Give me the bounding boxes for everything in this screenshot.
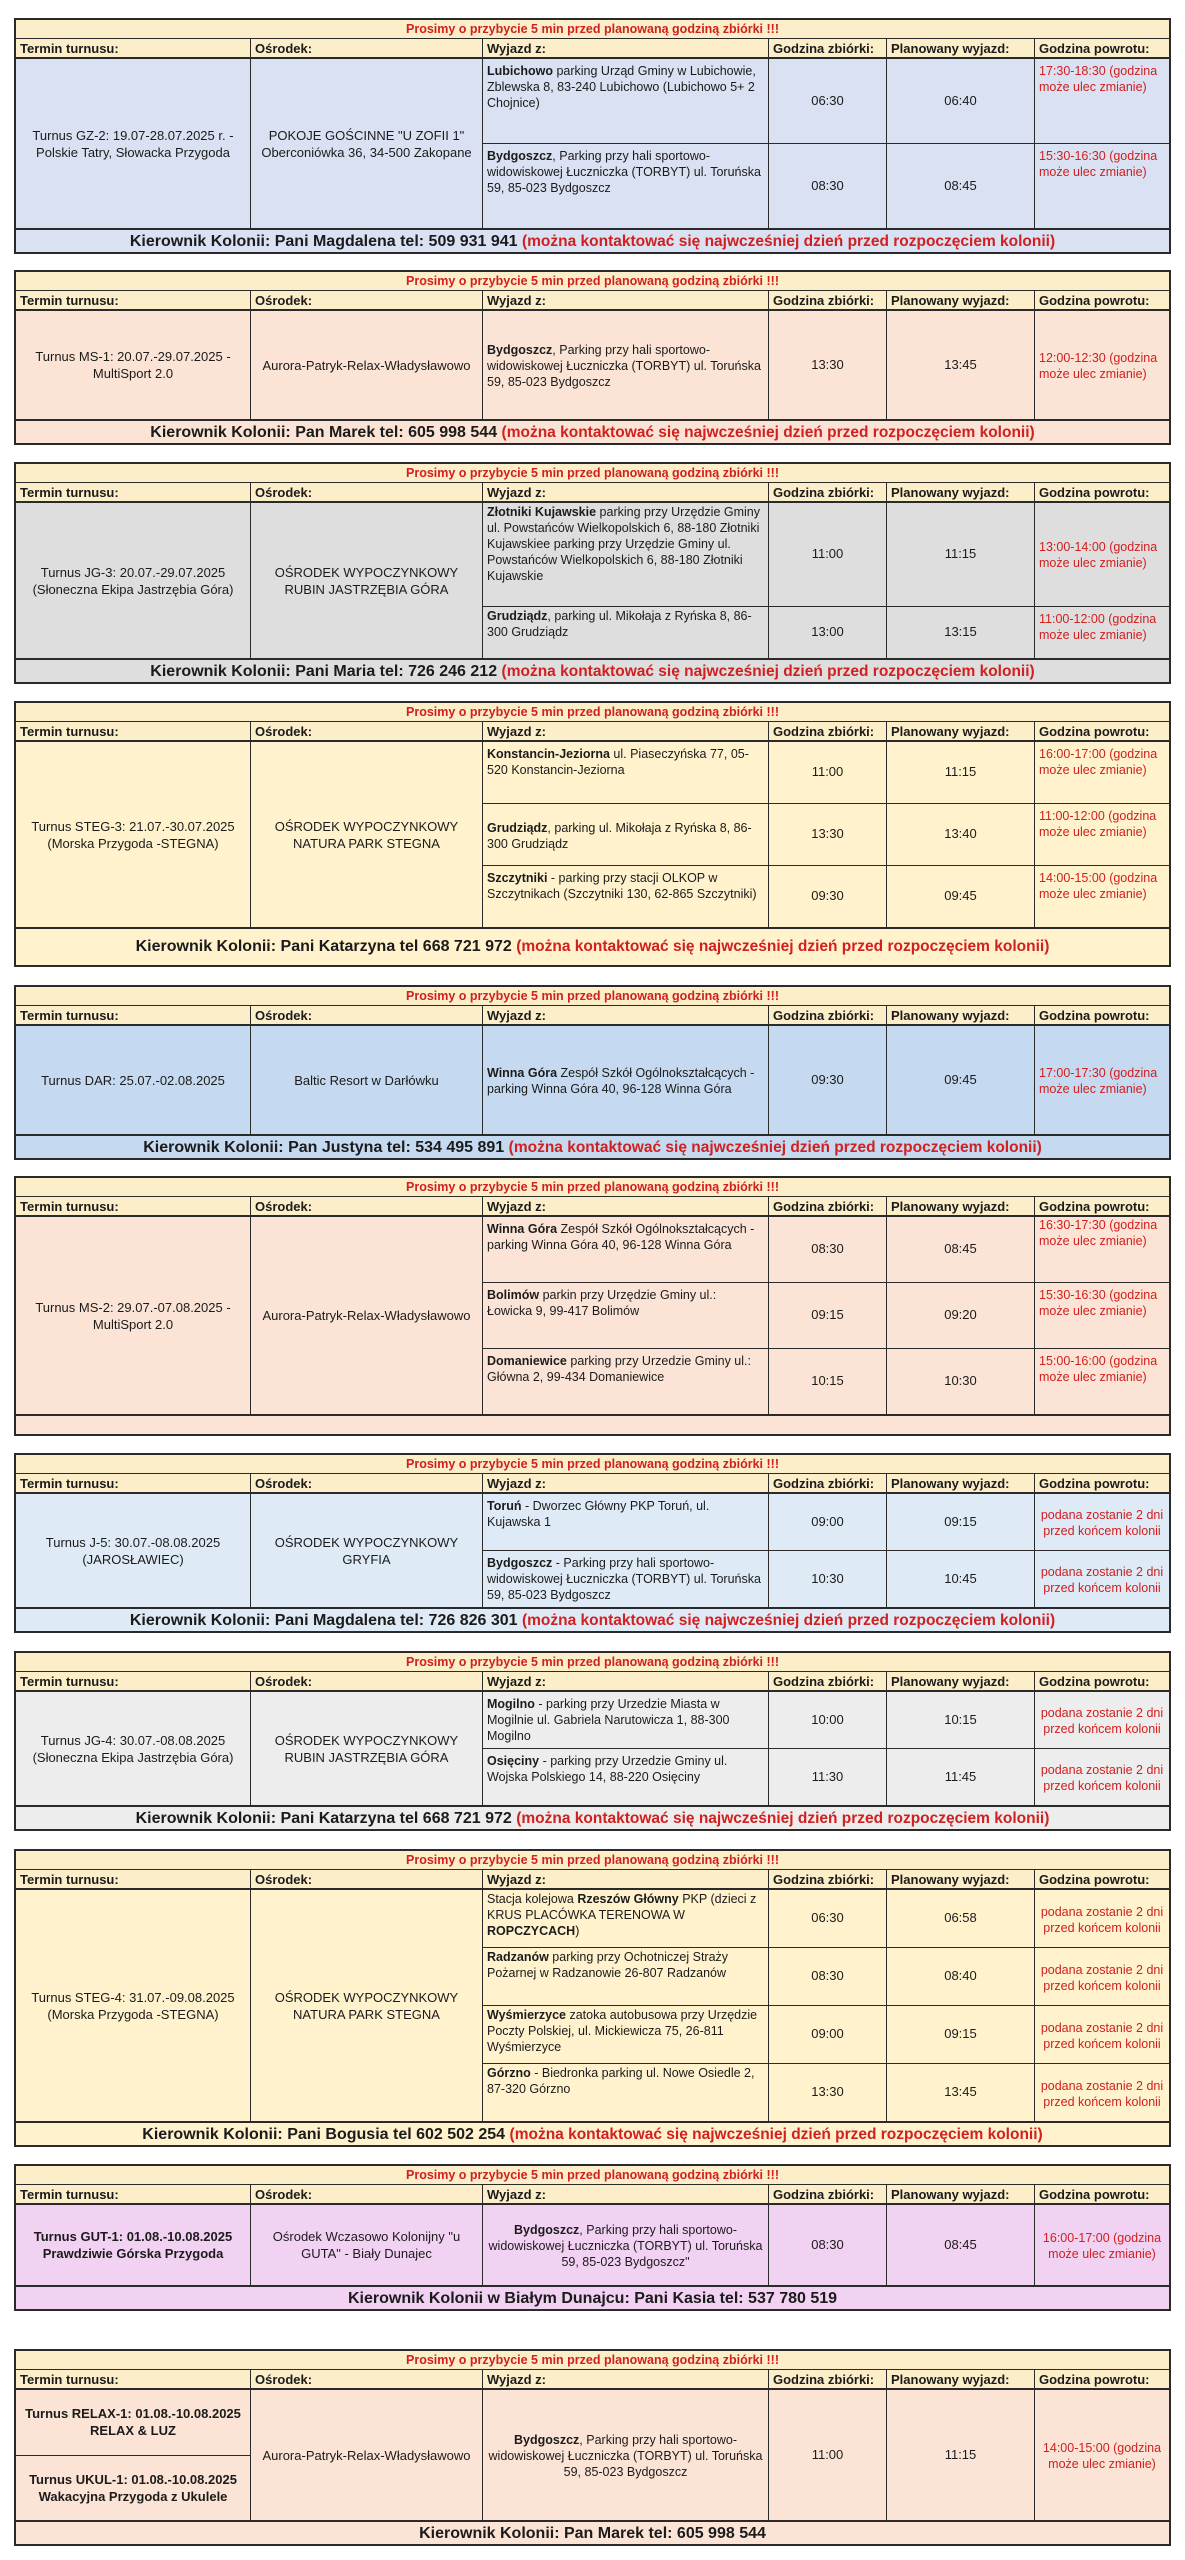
header-osrodek: Ośrodek: — [251, 722, 483, 740]
turnus-name: Turnus MS-1: 20.07.-29.07.2025 - MultiSport 2.0 — [16, 311, 251, 419]
table-header — [16, 483, 1169, 503]
header-termin: Termin turnusu: — [16, 291, 251, 309]
notice-banner: Prosimy o przybycie 5 min przed planowaną godziną zbiórki !!! — [16, 1653, 1169, 1672]
turnus-name: Turnus STEG-4: 31.07.-09.08.2025 (Morska Przygoda -STEGNA) — [16, 1890, 251, 2121]
departure-address: - parking przy stacji OLKOP w Szczytnikach (Szczytniki 130, 62-865 Szczytniki) — [487, 871, 757, 901]
turnus-block-gz2 — [14, 18, 1171, 254]
kierownik-footer — [16, 1805, 1169, 1829]
departure-time: 09:15 — [887, 2006, 1035, 2063]
table-header — [16, 1672, 1169, 1692]
header-termin: Termin turnusu: — [16, 39, 251, 57]
departure-row — [483, 59, 1169, 144]
header-powrot: Godzina powrotu: — [1039, 1008, 1150, 1023]
header-termin: Termin turnusu: — [16, 2185, 251, 2203]
osrodek-name: OŚRODEK WYPOCZYNKOWY NATURA PARK STEGNA — [251, 742, 483, 927]
departure-row — [483, 503, 1169, 607]
departure-address: parking przy Ochotniczej Straży Pożarnej w Radzanowie 26-807 Radzanów — [487, 1950, 729, 1980]
contact-note: (można kontaktować się najwcześniej dzień przed rozpoczęciem kolonii) — [521, 233, 1056, 250]
gathering-time: 10:15 — [769, 1349, 887, 1414]
header-wyjazd: Wyjazd z: — [483, 1197, 769, 1215]
header-osrodek: Ośrodek: — [251, 1870, 483, 1888]
osrodek-name: POKOJE GOŚCINNE "U ZOFII 1" Oberconiówka 36, 34-500 Zakopane — [251, 59, 483, 228]
contact-note: (można kontaktować się najwcześniej dzień przed rozpoczęciem kolonii) — [501, 663, 1035, 680]
departure-city: Bydgoszcz — [514, 2223, 580, 2237]
departure-row — [483, 1283, 1169, 1349]
header-wyjazd: Wyjazd z: — [483, 1870, 769, 1888]
departure-city: Osięciny — [487, 1754, 540, 1768]
departure-time: 10:30 — [887, 1349, 1035, 1414]
departure-address: - parking przy Urzedzie Gminy ul. Wojska Polskiego 14, 88-220 Osięciny — [487, 1754, 728, 1784]
header-zbiorka: Godzina zbiórki: — [769, 1870, 887, 1888]
return-time: 15:00-16:00 (godzina może ulec zmianie) — [1039, 1354, 1158, 1384]
turnus-block-j5 — [14, 1453, 1171, 1633]
turnus-name: Turnus GZ-2: 19.07-28.07.2025 r. - Polskie Tatry, Słowacka Przygoda — [16, 59, 251, 228]
departure-time: 13:45 — [887, 2064, 1035, 2121]
turnus-block-gut1 — [14, 2164, 1171, 2311]
header-powrot: Godzina powrotu: — [1039, 41, 1150, 56]
return-time: 15:30-16:30 (godzina może ulec zmianie) — [1039, 149, 1158, 179]
header-osrodek: Ośrodek: — [251, 1006, 483, 1024]
return-time: 12:00-12:30 (godzina może ulec zmianie) — [1039, 351, 1158, 381]
departure-city: Szczytniki — [487, 871, 548, 885]
departure-row — [483, 144, 1169, 228]
turnus-block-jg3 — [14, 462, 1171, 684]
departure-city: Domaniewice — [487, 1354, 567, 1368]
header-termin: Termin turnusu: — [16, 1474, 251, 1492]
departure-city: Konstancin-Jeziorna — [487, 747, 610, 761]
departure-row — [483, 866, 1169, 927]
return-time: podana zostanie 2 dni przed końcem kolonii — [1040, 1508, 1164, 1538]
turnus-block-ms2 — [14, 1176, 1171, 1436]
departure-time: 08:45 — [887, 144, 1035, 228]
kierownik-footer — [16, 1607, 1169, 1631]
gathering-time: 09:00 — [769, 2006, 887, 2063]
header-osrodek: Ośrodek: — [251, 483, 483, 501]
table-header — [16, 1006, 1169, 1026]
departure-time: 10:15 — [887, 1692, 1035, 1748]
header-planowany: Planowany wyjazd: — [887, 1197, 1035, 1215]
turnus-block-ms1 — [14, 270, 1171, 445]
contact-note: (można kontaktować się najwcześniej dzień przed rozpoczęciem kolonii) — [508, 1139, 1042, 1156]
header-planowany: Planowany wyjazd: — [887, 2185, 1035, 2203]
return-time: 16:00-17:00 (godzina może ulec zmianie) — [1042, 2231, 1162, 2261]
return-time: 15:30-16:30 (godzina może ulec zmianie) — [1039, 1288, 1158, 1318]
departure-time: 06:58 — [887, 1890, 1035, 1947]
return-time: podana zostanie 2 dni przed końcem kolonii — [1040, 1904, 1164, 1935]
departure-row — [483, 311, 1169, 419]
departure-city: Bydgoszcz — [487, 1556, 553, 1570]
header-osrodek: Ośrodek: — [251, 2370, 483, 2388]
departure-address: - Parking przy hali sportowo-widowiskowej Łuczniczka (TORBYT) ul. Toruńska 59, 85-023 Bydgoszcz — [487, 1556, 761, 1602]
header-zbiorka: Godzina zbiórki: — [769, 291, 887, 309]
return-time: 16:30-17:30 (godzina może ulec zmianie) — [1039, 1218, 1158, 1248]
notice-banner: Prosimy o przybycie 5 min przed planowaną godziną zbiórki !!! — [16, 1178, 1169, 1197]
table-header — [16, 2185, 1169, 2205]
departure-city: Górzno — [487, 2066, 531, 2080]
departure-time: 10:45 — [887, 1551, 1035, 1607]
departure-row — [483, 1749, 1169, 1805]
header-osrodek: Ośrodek: — [251, 2185, 483, 2203]
departure-time: 08:40 — [887, 1948, 1035, 2005]
kierownik-contact: Kierownik Kolonii: Pani Katarzyna tel 668 721 972 — [135, 1810, 512, 1827]
header-wyjazd: Wyjazd z: — [483, 291, 769, 309]
kierownik-footer — [16, 419, 1169, 443]
osrodek-name: OŚRODEK WYPOCZYNKOWY GRYFIA — [251, 1494, 483, 1607]
departure-row — [483, 1692, 1169, 1749]
header-termin: Termin turnusu: — [16, 483, 251, 501]
departure-row — [483, 2006, 1169, 2064]
gathering-time: 10:00 — [769, 1692, 887, 1748]
turnus-name: Turnus JG-3: 20.07.-29.07.2025 (Słoneczna Ekipa Jastrzębia Góra) — [16, 503, 251, 658]
gathering-time: 13:30 — [769, 2064, 887, 2121]
gathering-time: 11:00 — [769, 2390, 887, 2520]
notice-banner: Prosimy o przybycie 5 min przed planowaną godziną zbiórki !!! — [16, 987, 1169, 1006]
departure-address: , Parking przy hali sportowo-widowiskowej Łuczniczka (TORBYT) ul. Toruńska 59, 85-023 Bydgoszcz — [487, 149, 761, 195]
return-time: podana zostanie 2 dni przed końcem kolonii — [1040, 2020, 1164, 2051]
kierownik-contact: Kierownik Kolonii: Pan Marek tel: 605 998 544 — [150, 424, 498, 441]
departure-address: , Parking przy hali sportowo-widowiskowej Łuczniczka (TORBYT) ul. Toruńska 59, 85-023 Bydgoszcz" — [488, 2223, 763, 2269]
notice-banner: Prosimy o przybycie 5 min przed planowaną godziną zbiórki !!! — [16, 1455, 1169, 1474]
kierownik-footer — [16, 1414, 1169, 1434]
gathering-time: 09:30 — [769, 1026, 887, 1134]
header-zbiorka: Godzina zbiórki: — [769, 39, 887, 57]
osrodek-name: OŚRODEK WYPOCZYNKOWY RUBIN JASTRZĘBIA GÓRA — [251, 503, 483, 658]
departure-city: Bydgoszcz — [487, 343, 553, 357]
gathering-time: 13:30 — [769, 804, 887, 865]
departure-address: , Parking przy hali sportowo-widowiskowej Łuczniczka (TORBYT) ul. Toruńska 59, 85-023 Bydgoszcz — [488, 2433, 763, 2479]
osrodek-name: Aurora-Patryk-Relax-Władysławowo — [251, 1217, 483, 1414]
departure-row — [483, 1494, 1169, 1551]
turnus-name: Turnus J-5: 30.07.-08.08.2025 (JAROSŁAWIEC) — [16, 1494, 251, 1607]
departure-time: 11:45 — [887, 1749, 1035, 1805]
header-powrot: Godzina powrotu: — [1039, 485, 1150, 500]
kierownik-footer — [16, 658, 1169, 682]
departure-time: 09:45 — [887, 1026, 1035, 1134]
gathering-time: 13:30 — [769, 311, 887, 419]
header-zbiorka: Godzina zbiórki: — [769, 2370, 887, 2388]
kierownik-contact: Kierownik Kolonii: Pani Magdalena tel: 726 826 301 — [129, 1612, 518, 1629]
return-time: 14:00-15:00 (godzina może ulec zmianie) — [1039, 871, 1158, 901]
departure-time: 13:15 — [887, 607, 1035, 658]
osrodek-name: Aurora-Patryk-Relax-Władysławowo — [251, 2390, 483, 2520]
header-wyjazd: Wyjazd z: — [483, 722, 769, 740]
notice-banner: Prosimy o przybycie 5 min przed planowaną godziną zbiórki !!! — [16, 2351, 1169, 2370]
header-powrot: Godzina powrotu: — [1039, 2372, 1150, 2387]
departure-city: Mogilno — [487, 1697, 535, 1711]
gathering-time: 09:30 — [769, 866, 887, 927]
gathering-time: 08:30 — [769, 1217, 887, 1282]
gathering-time: 11:30 — [769, 1749, 887, 1805]
table-header — [16, 2370, 1169, 2390]
departure-address: , Parking przy hali sportowo-widowiskowej Łuczniczka (TORBYT) ul. Toruńska 59, 85-023 Bydgoszcz — [487, 343, 761, 389]
departure-time: 11:15 — [887, 503, 1035, 606]
gathering-time: 08:30 — [769, 1948, 887, 2005]
header-planowany: Planowany wyjazd: — [887, 1870, 1035, 1888]
header-powrot: Godzina powrotu: — [1039, 1199, 1150, 1214]
header-osrodek: Ośrodek: — [251, 1474, 483, 1492]
return-time: podana zostanie 2 dni przed końcem kolonii — [1040, 1962, 1164, 1993]
turnus-name: Turnus RELAX-1: 01.08.-10.08.2025 RELAX & LUZ — [16, 2390, 250, 2456]
turnus-name: Turnus GUT-1: 01.08.-10.08.2025 Prawdziwie Górska Przygoda — [16, 2205, 251, 2285]
departure-row — [483, 1551, 1169, 1607]
header-planowany: Planowany wyjazd: — [887, 722, 1035, 740]
departure-row — [483, 2205, 1169, 2285]
header-wyjazd: Wyjazd z: — [483, 483, 769, 501]
header-termin: Termin turnusu: — [16, 2370, 251, 2388]
header-zbiorka: Godzina zbiórki: — [769, 483, 887, 501]
header-powrot: Godzina powrotu: — [1039, 724, 1150, 739]
header-wyjazd: Wyjazd z: — [483, 1006, 769, 1024]
departure-city: Wyśmierzyce — [487, 2008, 566, 2022]
departure-address: zatoka autobusowa przy Urzędzie Poczty Polskiej, ul. Mickiewicza 75, 26-811 Wyśmierzyce — [487, 2008, 758, 2054]
header-zbiorka: Godzina zbiórki: — [769, 2185, 887, 2203]
departure-time: 09:20 — [887, 1283, 1035, 1348]
departure-time: 11:15 — [887, 742, 1035, 803]
departure-city: Winna Góra — [487, 1222, 558, 1236]
departure-row — [483, 1217, 1169, 1283]
kierownik-footer — [16, 2121, 1169, 2145]
departure-row — [483, 804, 1169, 866]
header-zbiorka: Godzina zbiórki: — [769, 1474, 887, 1492]
departure-address: - parking przy Urzedzie Miasta w Mogilnie ul. Gabriela Narutowicza 1, 88-300 Mogilno — [487, 1697, 730, 1743]
table-header — [16, 722, 1169, 742]
departure-city: Bydgoszcz — [487, 149, 553, 163]
header-powrot: Godzina powrotu: — [1039, 1872, 1150, 1887]
notice-banner: Prosimy o przybycie 5 min przed planowaną godziną zbiórki !!! — [16, 20, 1169, 39]
osrodek-name: Baltic Resort w Darłówku — [251, 1026, 483, 1134]
turnus-name: Turnus STEG-3: 21.07.-30.07.2025 (Morska Przygoda -STEGNA) — [16, 742, 251, 927]
contact-note: (można kontaktować się najwcześniej dzień przed rozpoczęciem kolonii) — [516, 1810, 1050, 1827]
departure-city: Grudziądz — [487, 608, 548, 623]
departure-row — [483, 2064, 1169, 2121]
header-wyjazd: Wyjazd z: — [483, 2185, 769, 2203]
kierownik-contact: Kierownik Kolonii: Pani Bogusia tel 602 502 254 — [142, 2126, 506, 2143]
return-time: 17:30-18:30 (godzina może ulec zmianie) — [1039, 64, 1158, 94]
header-osrodek: Ośrodek: — [251, 1672, 483, 1690]
gathering-time: 09:15 — [769, 1283, 887, 1348]
departure-city: Radzanów — [487, 1950, 549, 1964]
header-zbiorka: Godzina zbiórki: — [769, 722, 887, 740]
table-header — [16, 1870, 1169, 1890]
table-header — [16, 291, 1169, 311]
departure-city: Rzeszów Główny — [577, 1892, 679, 1906]
departure-row — [483, 1026, 1169, 1134]
kierownik-footer: Kierownik Kolonii w Białym Dunajcu: Pani Kasia tel: 537 780 519 — [16, 2285, 1169, 2309]
departure-time: 09:15 — [887, 1494, 1035, 1550]
departure-time: 08:45 — [887, 1217, 1035, 1282]
departure-row — [483, 1948, 1169, 2006]
header-osrodek: Ośrodek: — [251, 1197, 483, 1215]
departure-address: parking Urząd Gminy w Lubichowie, Zblewska 8, 83-240 Lubichowo (Lubichowo 5+ 2 Chojnice) — [487, 64, 756, 110]
departure-address: parking przy Urzędzie Gminy ul. Powstańców Wielkopolskich 6, 88-180 Złotniki Kujawskiee parking przy Urzędzie Gminy ul. Powstańców Wielkopolskich 6, 88-180 Złotniki Kujawskie — [487, 505, 761, 583]
header-termin: Termin turnusu: — [16, 1197, 251, 1215]
turnus-block-steg3 — [14, 701, 1171, 967]
header-planowany: Planowany wyjazd: — [887, 1672, 1035, 1690]
turnus-name: Turnus DAR: 25.07.-02.08.2025 — [16, 1026, 251, 1134]
turnus-name: Turnus UKUL-1: 01.08.-10.08.2025 Wakacyjna Przygoda z Ukulele — [29, 2471, 237, 2504]
departure-time: 06:40 — [887, 59, 1035, 143]
gathering-time: 11:00 — [769, 503, 887, 606]
departure-address: - Dworzec Główny PKP Toruń, ul. Kujawska 1 — [487, 1499, 710, 1529]
header-wyjazd: Wyjazd z: — [483, 1474, 769, 1492]
header-termin: Termin turnusu: — [16, 1870, 251, 1888]
departure-time: 11:15 — [887, 2390, 1035, 2520]
header-planowany: Planowany wyjazd: — [887, 291, 1035, 309]
header-termin: Termin turnusu: — [16, 722, 251, 740]
turnus-block-steg4 — [14, 1849, 1171, 2147]
turnus-block-relax1 — [14, 2349, 1171, 2546]
kierownik-contact: Kierownik Kolonii: Pani Katarzyna tel 668 721 972 — [135, 938, 512, 955]
departure-address: Zespół Szkół Ogólnokształcących - parking Winna Góra 40, 96-128 Winna Góra — [487, 1066, 755, 1096]
return-time: 13:00-14:00 (godzina może ulec zmianie) — [1039, 540, 1158, 571]
header-powrot: Godzina powrotu: — [1039, 2187, 1150, 2202]
departure-row — [483, 607, 1169, 658]
departure-row — [483, 2390, 1169, 2520]
departure-city: Grudziądz — [487, 820, 548, 835]
gathering-time: 10:30 — [769, 1551, 887, 1607]
kierownik-footer: Kierownik Kolonii: Pan Marek tel: 605 998 544 — [16, 2520, 1169, 2544]
kierownik-footer — [16, 228, 1169, 252]
return-time: podana zostanie 2 dni przed końcem kolonii — [1040, 1706, 1164, 1736]
departure-time: 09:45 — [887, 866, 1035, 927]
header-zbiorka: Godzina zbiórki: — [769, 1006, 887, 1024]
gathering-time: 13:00 — [769, 607, 887, 658]
departure-address: , parking ul. Mikołaja z Ryńska 8, 86-300 Grudziądz — [487, 820, 752, 851]
header-termin: Termin turnusu: — [16, 1006, 251, 1024]
osrodek-name: OŚRODEK WYPOCZYNKOWY RUBIN JASTRZĘBIA GÓRA — [251, 1692, 483, 1805]
header-wyjazd: Wyjazd z: — [483, 2370, 769, 2388]
contact-note: (można kontaktować się najwcześniej dzień przed rozpoczęciem kolonii) — [509, 2126, 1043, 2143]
kierownik-contact: Kierownik Kolonii: Pan Justyna tel: 534 495 891 — [143, 1139, 505, 1156]
table-header — [16, 1474, 1169, 1494]
header-zbiorka: Godzina zbiórki: — [769, 1197, 887, 1215]
header-osrodek: Ośrodek: — [251, 291, 483, 309]
departure-city: ROPCZYCACH — [487, 1924, 576, 1938]
turnus-block-jg4 — [14, 1651, 1171, 1831]
departure-address: PKP (dzieci z KRUS PLACÓWKA TERENOWA W — [487, 1892, 757, 1922]
departure-row — [483, 1349, 1169, 1414]
departure-address: ul. Piaseczyńska 77, 05-520 Konstancin-Jeziorna — [487, 747, 749, 777]
contact-note: (można kontaktować się najwcześniej dzień przed rozpoczęciem kolonii) — [521, 1612, 1056, 1629]
turnus-block-dar — [14, 985, 1171, 1160]
departure-address: parkin przy Urzędzie Gminy ul.: Łowicka 9, 99-417 Bolimów — [487, 1288, 717, 1318]
return-time: 17:00-17:30 (godzina może ulec zmianie) — [1039, 1066, 1158, 1096]
departure-city: Bydgoszcz — [514, 2433, 580, 2447]
kierownik-footer — [16, 927, 1169, 965]
header-planowany: Planowany wyjazd: — [887, 1474, 1035, 1492]
notice-banner: Prosimy o przybycie 5 min przed planowaną godziną zbiórki !!! — [16, 272, 1169, 291]
gathering-time: 08:30 — [769, 144, 887, 228]
departure-address: Stacja kolejowa — [487, 1892, 578, 1906]
kierownik-contact: Kierownik Kolonii: Pani Maria tel: 726 246 212 — [150, 663, 498, 680]
departure-time: 08:45 — [887, 2205, 1035, 2285]
header-powrot: Godzina powrotu: — [1039, 293, 1150, 308]
gathering-time: 06:30 — [769, 59, 887, 143]
table-header — [16, 39, 1169, 59]
departure-city: Bolimów — [487, 1288, 540, 1302]
table-header — [16, 1197, 1169, 1217]
gathering-time: 08:30 — [769, 2205, 887, 2285]
return-time: podana zostanie 2 dni przed końcem kolonii — [1040, 2078, 1164, 2109]
departure-address: ) — [575, 1924, 580, 1938]
contact-note: (można kontaktować się najwcześniej dzień przed rozpoczęciem kolonii) — [501, 424, 1035, 441]
return-time: 11:00-12:00 (godzina może ulec zmianie) — [1039, 809, 1157, 839]
osrodek-name: OŚRODEK WYPOCZYNKOWY NATURA PARK STEGNA — [251, 1890, 483, 2121]
departure-city: Toruń — [487, 1499, 522, 1513]
gathering-time: 06:30 — [769, 1890, 887, 1947]
kierownik-footer — [16, 1134, 1169, 1158]
departure-city: Lubichowo — [487, 64, 553, 78]
departure-address: parking przy Urzedzie Gminy ul.: Główna 2, 99-434 Domaniewice — [487, 1354, 751, 1384]
notice-banner: Prosimy o przybycie 5 min przed planowaną godziną zbiórki !!! — [16, 464, 1169, 483]
departure-row — [483, 1890, 1169, 1948]
header-planowany: Planowany wyjazd: — [887, 1006, 1035, 1024]
header-osrodek: Ośrodek: — [251, 39, 483, 57]
departure-city: Złotniki Kujawskie — [487, 505, 597, 519]
turnus-name-group — [16, 2390, 251, 2520]
osrodek-name: Aurora-Patryk-Relax-Władysławowo — [251, 311, 483, 419]
turnus-name: Turnus MS-2: 29.07.-07.08.2025 - MultiSport 2.0 — [16, 1217, 251, 1414]
notice-banner: Prosimy o przybycie 5 min przed planowaną godziną zbiórki !!! — [16, 703, 1169, 722]
header-planowany: Planowany wyjazd: — [887, 2370, 1035, 2388]
osrodek-name: Ośrodek Wczasowo Kolonijny "u GUTA" - Biały Dunajec — [251, 2205, 483, 2285]
departure-time: 13:45 — [887, 311, 1035, 419]
return-time: 11:00-12:00 (godzina może ulec zmianie) — [1039, 611, 1157, 642]
departure-address: , parking ul. Mikołaja z Ryńska 8, 86-300 Grudziądz — [487, 608, 752, 639]
notice-banner: Prosimy o przybycie 5 min przed planowaną godziną zbiórki !!! — [16, 1851, 1169, 1870]
turnus-name: Turnus JG-4: 30.07.-08.08.2025 (Słoneczna Ekipa Jastrzębia Góra) — [16, 1692, 251, 1805]
notice-banner: Prosimy o przybycie 5 min przed planowaną godziną zbiórki !!! — [16, 2166, 1169, 2185]
contact-note: (można kontaktować się najwcześniej dzień przed rozpoczęciem kolonii) — [516, 938, 1050, 955]
header-powrot: Godzina powrotu: — [1039, 1674, 1150, 1689]
header-planowany: Planowany wyjazd: — [887, 483, 1035, 501]
return-time: 14:00-15:00 (godzina może ulec zmianie) — [1042, 2441, 1162, 2471]
return-time: 16:00-17:00 (godzina może ulec zmianie) — [1039, 747, 1158, 777]
header-wyjazd: Wyjazd z: — [483, 1672, 769, 1690]
kierownik-contact: Kierownik Kolonii: Pani Magdalena tel: 509 931 941 — [129, 233, 518, 250]
departure-time: 13:40 — [887, 804, 1035, 865]
departure-city: Winna Góra — [487, 1066, 558, 1080]
header-wyjazd: Wyjazd z: — [483, 39, 769, 57]
header-zbiorka: Godzina zbiórki: — [769, 1672, 887, 1690]
header-planowany: Planowany wyjazd: — [887, 39, 1035, 57]
header-termin: Termin turnusu: — [16, 1672, 251, 1690]
gathering-time: 11:00 — [769, 742, 887, 803]
return-time: podana zostanie 2 dni przed końcem kolonii — [1040, 1763, 1164, 1793]
departure-row — [483, 742, 1169, 804]
gathering-time: 09:00 — [769, 1494, 887, 1550]
header-powrot: Godzina powrotu: — [1039, 1476, 1150, 1491]
departure-address: - Biedronka parking ul. Nowe Osiedle 2, 87-320 Górzno — [487, 2066, 755, 2096]
return-time: podana zostanie 2 dni przed końcem kolonii — [1040, 1565, 1164, 1595]
departure-address: Zespół Szkół Ogólnokształcących - parking Winna Góra 40, 96-128 Winna Góra — [487, 1222, 755, 1252]
